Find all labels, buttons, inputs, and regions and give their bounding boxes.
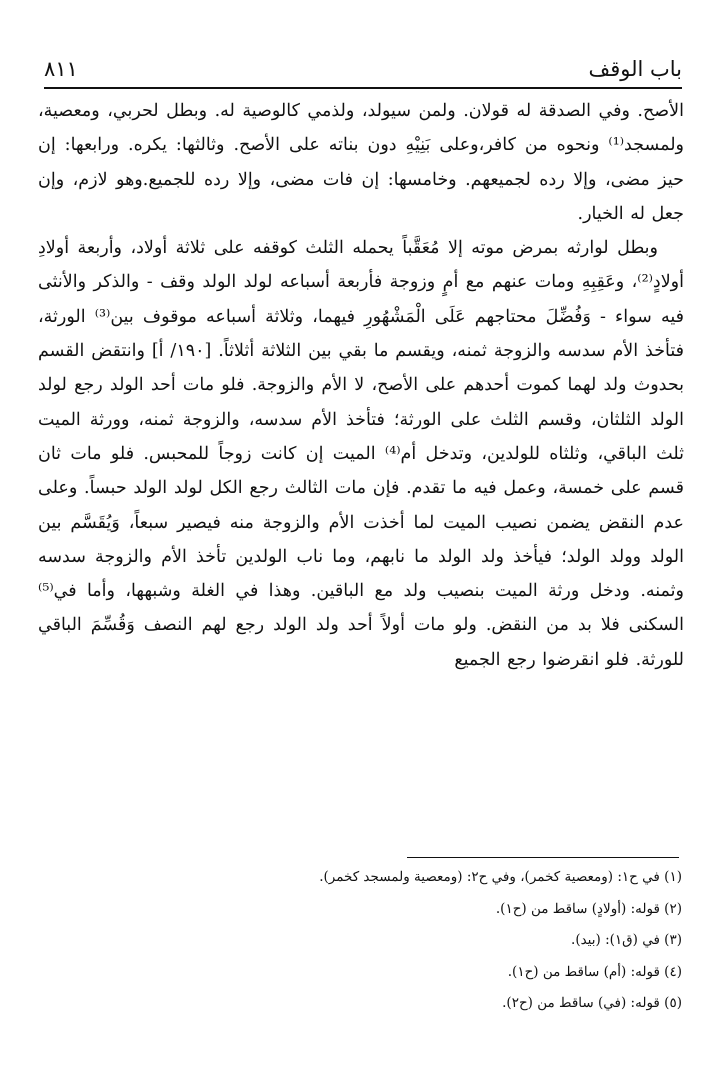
footnote-3: (٣) في (ق١): (بيد).: [571, 932, 682, 949]
paragraph-1: الأصح. وفي الصدقة له قولان. ولمن سيولد، ولذمي كالوصية له. وبطل لحربي، ومعصية، ولمسجد⁽¹⁾ ونحوه من كافر،وعلى بَنِيْهِ دون بناته على الأصح. وثالثها: يكره. ورابعها: إن حيز مضى، وإلا رده لجميعهم. وخامسها: إن فات مضى، وإلا رده للجميع.وهو لازم، وإن جعل له الخيار.: [38, 101, 684, 224]
page-number: ٨١١: [44, 57, 78, 81]
footnote-4: (٤) قوله: (أم) ساقط من (ح١).: [507, 963, 682, 980]
footnote-5: (٥) قوله: (في) ساقط من (ح٢).: [502, 995, 682, 1012]
footnote-1: (١) في ح١: (ومعصية كخمر)، وفي ح٢: (ومعصية ولمسجد كخمر).: [319, 869, 682, 885]
header-divider: [44, 87, 682, 89]
chapter-title: باب الوقف: [588, 57, 682, 81]
footnote-2: (٢) قوله: (أولادٍ) ساقط من (ح١).: [495, 900, 682, 917]
footnote-divider: [407, 857, 679, 858]
main-text: [38, 94, 684, 677]
footnotes: [60, 862, 682, 1020]
page-header: [44, 48, 682, 84]
paragraph-2: وبطل لوارثه بمرض موته إلا مُعَقَّباً يحمله الثلث كوقفه على ثلاثة أولاد، وأربعة أولادِ أولادٍ⁽²⁾، وعَقِبِهِ ومات عنهم مع أمٍ وزوجة فأربعة أسباعه لولد الولد وقف - والذكر والأنثى فيه سواء - وَفُضِّلَ محتاجهم عَلَى الْمَشْهُورِ فيهما، وثلاثة أسباعه موقوف بين⁽³⁾ الورثة، فتأخذ الأم سدسه والزوجة ثمنه، ويقسم ما بقي بين الثلاثة أثلاثاً. [١٩٠/ أ] وانتقض القسم بحدوث ولد لهما كموت أحدهم على الأصح، لا الأم والزوجة. فلو مات أحد الولد رجع لولد الولد الثلثان، وقسم الثلث على الورثة؛ فتأخذ الأم سدسه، والزوجة ثمنه، وورثة الميت ثلث الباقي، وثلثاه للولدين، وتدخل أم⁽⁴⁾ الميت إن كانت زوجاً للمحبس. فلو مات ثان قسم على خمسة، وعمل فيه ما تقدم. فإن مات الثالث رجع الكل لولد الولد حبساً. وعلى عدم النقض يضمن نصيب الميت لما أخذت الأم والزوجة منه فيصير سبعاً، وَيُقَسَّم بين الولد وولد الولد؛ فيأخذ ولد الولد ما نابهم، وما ناب الولدين تأخذ الأم والزوجة سدسه وثمنه. ودخل ورثة الميت بنصيب ولد مع الباقين. وهذا في الغلة وشبهها، وأما في⁽⁵⁾ السكنى فلا بد من النقض. ولو مات أولاً أحد ولد الولد رجع لهم النصف وَقُسِّمَ الباقي للورثة. فلو انقرضوا رجع الجميع: [38, 238, 685, 670]
